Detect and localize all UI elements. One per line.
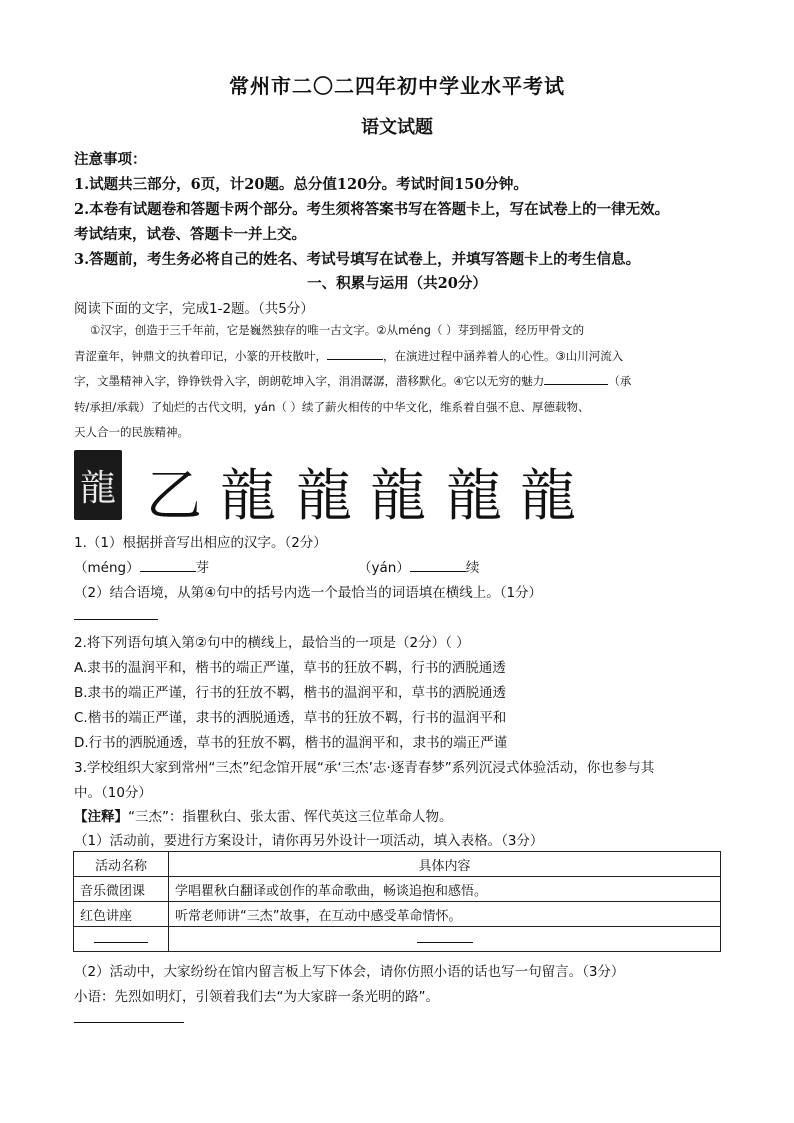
exam-title: 常州市二〇二四年初中学业水平考试 bbox=[229, 74, 565, 98]
answer-blank[interactable] bbox=[327, 347, 383, 360]
question-1a: （méng） 芽 bbox=[74, 560, 210, 576]
xiaoyu-quote: 小语：先烈如明灯，引领着我们去“为大家辟一条光明的路”。 bbox=[74, 989, 439, 1005]
table-cell: 红色讲座 bbox=[74, 902, 169, 927]
answer-line[interactable] bbox=[74, 619, 158, 620]
table-cell[interactable] bbox=[74, 927, 169, 952]
reading-intro: 阅读下面的文字，完成1-2题。（共5分） bbox=[74, 301, 314, 317]
passage-line: ，在演进过程中涵养着人的心性。③山川河流入 bbox=[383, 348, 624, 363]
table-row bbox=[74, 902, 721, 927]
notice-item-2: 2.本卷有试题卷和答题卡两个部分。考生须将答案书写在答题卡上，写在试卷上的一律无效。 bbox=[74, 201, 670, 218]
passage-line: ①汉字，创造于三千年前，它是巍然独存的唯一古文字。②从méng（ ）芽到摇篮，经历甲骨文的 bbox=[90, 323, 585, 337]
passage-line: （承 bbox=[608, 374, 632, 388]
calligraphy-image bbox=[74, 448, 581, 529]
question-3-1: （1）活动前，要进行方案设计，请你再另外设计一项活动，填入表格。（3分） bbox=[74, 833, 544, 849]
question-3-cont: 中。（10分） bbox=[74, 785, 152, 801]
calligraphy-glyph: 龍 bbox=[220, 464, 276, 529]
table-cell: 听常老师讲“三杰”故事，在互动中感受革命情怀。 bbox=[169, 902, 721, 927]
table-cell[interactable] bbox=[169, 927, 721, 952]
annotation: 【注释】“三杰”：指瞿秋白、张太雷、恽代英这三位革命人物。 bbox=[74, 809, 453, 825]
question-1: 1.（1）根据拼音写出相应的汉字。（2分） bbox=[74, 535, 327, 551]
passage-line: 青涩童年，钟鼎文的执着印记，小篆的开枝散叶， bbox=[74, 348, 327, 363]
answer-blank[interactable] bbox=[417, 932, 473, 943]
table-row bbox=[74, 877, 721, 902]
question-1-2: （2）结合语境，从第④句中的括号内选一个最恰当的词语填在横线上。（1分） bbox=[74, 585, 543, 601]
question-3-2: （2）活动中，大家纷纷在馆内留言板上写下体会，请你仿照小语的话也写一句留言。（3分） bbox=[74, 964, 625, 980]
question-3: 3.学校组织大家到常州“三杰”纪念馆开展“承‘三杰’志·逐青春梦”系列沉浸式体验活动，你也参与其 bbox=[74, 760, 655, 776]
calligraphy-glyph: 龍 bbox=[296, 464, 352, 529]
option-d: D.行书的洒脱通透，草书的狂放不羁，楷书的温润平和，隶书的端正严谨 bbox=[74, 735, 508, 751]
section-heading: 一、积累与运用（共20分） bbox=[307, 275, 487, 292]
question-2: 2.将下列语句填入第②句中的横线上，最恰当的一项是（2分）（ ） bbox=[74, 635, 470, 651]
notice-item-1: 1.试题共三部分，6页，计20题。总分值120分。考试时间150分钟。 bbox=[74, 176, 528, 193]
notice-heading: 注意事项： bbox=[74, 151, 147, 168]
reading-passage bbox=[74, 318, 722, 446]
notice-item-3: 3.答题前，考生务必将自己的姓名、考试号填写在试卷上，并填写答题卡上的考生信息。 bbox=[74, 251, 641, 268]
answer-blank[interactable] bbox=[410, 559, 466, 572]
passage-line: 字，文墨精神入字，铮铮铁骨入字，朗朗乾坤入字，涓涓潺潺，潜移默化。④它以无穷的魅力 bbox=[74, 374, 545, 388]
table-header-cell: 具体内容 bbox=[169, 852, 721, 877]
table-row bbox=[74, 852, 721, 877]
exam-subtitle: 语文试题 bbox=[361, 117, 433, 138]
option-a: A.隶书的温润平和，楷书的端正严谨，草书的狂放不羁，行书的洒脱通透 bbox=[74, 660, 506, 676]
answer-blank[interactable] bbox=[94, 932, 148, 943]
option-c: C.楷书的端正严谨，隶书的洒脱通透，草书的狂放不羁，行书的温润平和 bbox=[74, 710, 507, 726]
calligraphy-glyph: 乙 bbox=[146, 464, 202, 529]
calligraphy-glyph: 龍 bbox=[520, 464, 576, 529]
answer-blank[interactable] bbox=[544, 372, 608, 385]
option-b: B.隶书的端正严谨，行书的狂放不羁，楷书的温润平和，草书的洒脱通透 bbox=[74, 685, 507, 701]
table-cell: 音乐微团课 bbox=[74, 877, 169, 902]
table-cell: 学唱瞿秋白翻译或创作的革命歌曲，畅谈追抱和感悟。 bbox=[169, 877, 721, 902]
table-header-cell: 活动名称 bbox=[74, 852, 169, 877]
question-1b: （yán） 续 bbox=[358, 560, 480, 576]
calligraphy-glyph: 龍 bbox=[446, 464, 502, 529]
table-row bbox=[74, 927, 721, 952]
seal-script-glyph: 龍 bbox=[74, 450, 122, 520]
answer-blank[interactable] bbox=[140, 559, 196, 572]
calligraphy-glyph: 龍 bbox=[370, 464, 426, 529]
passage-line: 天人合一的民族精神。 bbox=[74, 425, 189, 439]
activity-table bbox=[73, 851, 721, 952]
answer-line[interactable] bbox=[74, 1022, 184, 1023]
notice-item-2-cont: 考试结束，试卷、答题卡一并上交。 bbox=[74, 226, 306, 243]
passage-line: 转/承担/承载）了灿烂的古代文明，yán（ ）续了薪火相传的中华文化，维系着自强不息、厚德载物、 bbox=[74, 399, 590, 414]
